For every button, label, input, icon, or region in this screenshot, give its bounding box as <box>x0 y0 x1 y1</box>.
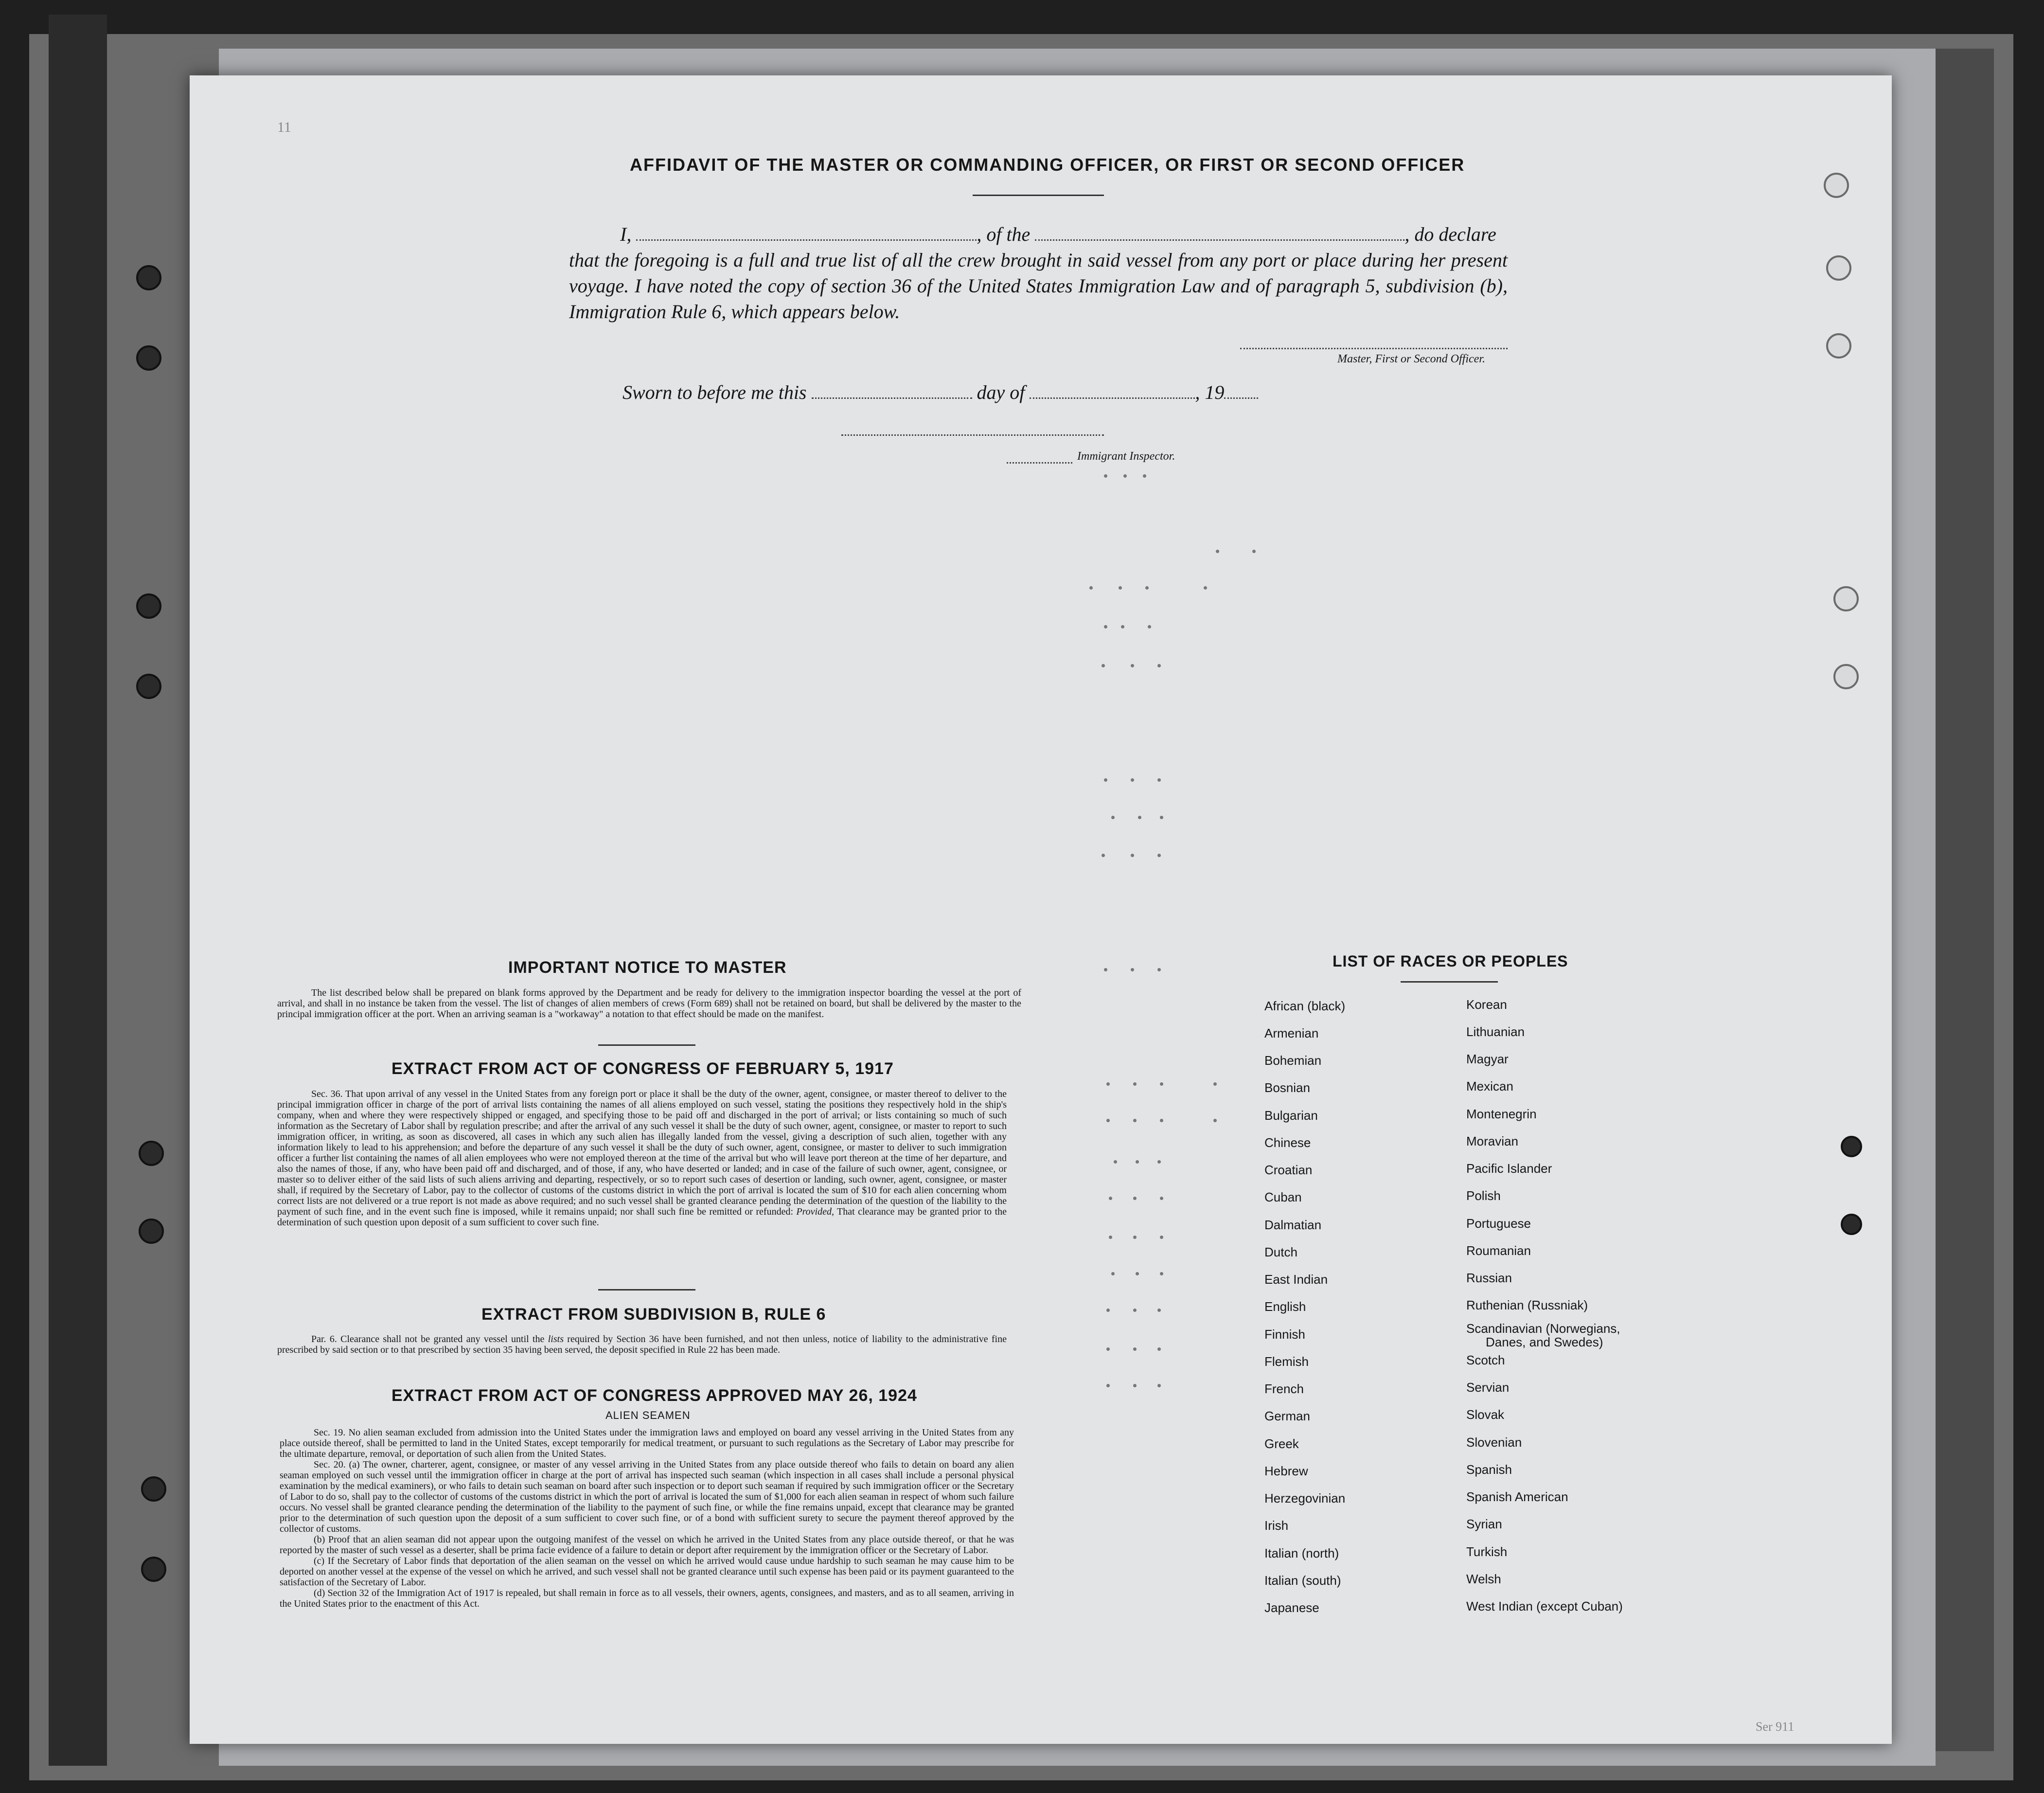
provided-word: Provided, <box>796 1206 834 1217</box>
master-signature-line[interactable] <box>1240 348 1508 349</box>
master-signature-caption: Master, First or Second Officer. <box>1337 353 1485 365</box>
bleed-through-mark <box>1106 1082 1110 1086</box>
sec36-text: Sec. 36. That upon arrival of any vessel in the United States from any foreign port or place it shall be the duty of the owner, agent, consignee, or master thereof to deliver to the principal immigration officer in charge of the port of arrival lists containing the names of all aliens employed on such vessel, stating the positions they respectively hold in the ship's company, when and where they were respectively shipped or engaged, and specifying those to be paid off and discharged in the port of arrival; or lists containing so much of such information as the Secretary of Labor shall by regulation prescribe; and after the arrival of any such vessel it shall be the duty of such owner, agent, consignee, or master to report to such immigration officer, in writing, as soon as discovered, all cases in which any such alien has illegally landed from the vessel, giving a description of such alien, together with any information likely to lead to his apprehension; and before the departure of any such vessel it shall be the duty of such owner, agent, consignee, or master to deliver to such immigration officer a further list containing the names of all alien employees who were not employed thereon at the time of the arrival but who will leave port thereon at the time of her departure, and also the names of those, if any, who have been paid off and discharged, and of those, if any, who have deserted or landed; and in case of the failure of such owner, agent, consignee, or master so to deliver either of the said lists of such aliens arriving and departing, respectively, or so to report such cases of desertion or landing, such owner, agent, consignee, or master shall, if required by the Secretary of Labor, pay to the collector of customs of the customs district in which the port of arrival is located the sum of $10 for each alien concerning whom correct lists are not delivered or a true report is not made as above required; and no such vessel shall be granted clearance pending the determination of the question of the liability to the payment of such fine, and in the event such fine is imposed, while it remains unpaid; nor shall such fine be remitted or refunded: <box>277 1089 1007 1217</box>
binder-hole <box>136 345 161 371</box>
race-item: Croatian <box>1264 1163 1313 1177</box>
race-item: Servian <box>1466 1380 1510 1395</box>
sworn-month-field[interactable] <box>1030 384 1195 399</box>
bleed-through-mark <box>1145 586 1149 590</box>
bleed-through-mark <box>1133 1197 1137 1200</box>
binding-strip-left <box>49 15 107 1766</box>
bleed-through-mark <box>1109 1236 1112 1239</box>
race-item: Welsh <box>1466 1572 1501 1586</box>
binder-hole <box>1833 586 1859 611</box>
sec19-paragraph: Sec. 19. No alien seaman excluded from admission into the United States under the immigration laws and employed on board any vessel arriving in the United States from any place outside thereof, shall be permitted to land in the United States, except temporarily for medical treatment, or pursuant to such regulations as the Secretary of Labor may prescribe for the ultimate departure, removal, or deportation of such alien from the United States. <box>280 1427 1014 1459</box>
sworn-label: Sworn to before me this <box>622 381 807 403</box>
race-item: Roumanian <box>1466 1243 1531 1258</box>
race-item: Moravian <box>1466 1134 1518 1148</box>
alien-seamen-subtitle: ALIEN SEAMEN <box>605 1409 691 1421</box>
races-title-underline <box>1401 981 1498 983</box>
bleed-through-mark <box>1157 664 1161 667</box>
binder-hole <box>136 674 161 699</box>
bleed-through-mark <box>1106 1119 1110 1122</box>
sec20c-paragraph: (c) If the Secretary of Labor finds that deportation of the alien seaman on the vessel on which he arrived would cause undue hardship to such seaman he may cause him to be deported on another vessel at the expense of the vessel on which he arrived, and such vessel shall not be granted clearance until such expense has been paid or its payment guaranteed to the satisfaction of the Secretary of Labor. <box>280 1556 1014 1588</box>
bleed-through-mark <box>1111 1272 1115 1275</box>
bleed-through-mark <box>1157 778 1161 782</box>
bleed-through-mark <box>1104 968 1107 971</box>
race-item: Bulgarian <box>1264 1108 1318 1123</box>
title-divider <box>973 195 1104 196</box>
binding-strip-right <box>1926 49 1994 1751</box>
race-item: Polish <box>1466 1188 1501 1203</box>
extract-1924-title: EXTRACT FROM ACT OF CONGRESS APPROVED MAY 26, 1924 <box>391 1386 917 1405</box>
bleed-through-mark <box>1106 1384 1110 1387</box>
race-item: German <box>1264 1409 1310 1423</box>
bleed-through-mark <box>1131 778 1134 782</box>
bleed-through-mark <box>1160 1119 1163 1122</box>
bleed-through-mark <box>1204 586 1207 590</box>
bleed-through-mark <box>1138 816 1141 819</box>
race-item: Dutch <box>1264 1245 1297 1259</box>
race-item: Slovenian <box>1466 1435 1522 1450</box>
races-title: LIST OF RACES OR PEOPLES <box>1333 952 1568 970</box>
race-item: Korean <box>1466 997 1507 1012</box>
declare-label: , do declare <box>1404 223 1496 245</box>
vessel-label: , of the <box>977 223 1031 245</box>
notice-title: IMPORTANT NOTICE TO MASTER <box>508 958 787 977</box>
bleed-through-mark <box>1109 1197 1112 1200</box>
day-of-label: day of <box>977 381 1025 403</box>
binder-hole <box>139 1141 164 1166</box>
bleed-through-mark <box>1102 854 1105 857</box>
bleed-through-mark <box>1133 1309 1137 1312</box>
section-divider <box>598 1044 695 1046</box>
bleed-through-mark <box>1213 1119 1217 1122</box>
extract-rule6-text <box>277 1334 1007 1355</box>
sec20d-paragraph: (d) Section 32 of the Immigration Act of 1917 is repealed, but shall remain in force as to all vessels, their owners, agents, consignees, and masters, and as to all seamen, arriving in the United States prior to the enactment of this Act. <box>280 1588 1014 1609</box>
bleed-through-mark <box>1252 550 1256 553</box>
race-item: Montenegrin <box>1466 1107 1537 1121</box>
race-item: African (black) <box>1264 999 1346 1013</box>
binder-hole <box>1826 255 1851 281</box>
race-item: East Indian <box>1264 1272 1328 1287</box>
vessel-name-field[interactable] <box>1035 226 1404 241</box>
section-divider <box>598 1289 695 1291</box>
bleed-through-mark <box>1143 474 1146 478</box>
bleed-through-mark <box>1114 1160 1117 1164</box>
race-item: Mexican <box>1466 1079 1513 1094</box>
sec20b-paragraph: (b) Proof that an alien seaman did not appear upon the outgoing manifest of the vessel on which he arrived in the United States from any place outside thereof, or that he was reported by the master of such vessel as a deserter, shall be prima facie evidence of a failure to detain or deport after requirement by the immigration officer or the Secretary of Labor. <box>280 1534 1014 1556</box>
bleed-through-mark <box>1104 474 1107 478</box>
binder-hole <box>1826 333 1851 359</box>
race-item: English <box>1264 1299 1306 1314</box>
extract-1917-text <box>277 1089 1007 1228</box>
extract-1924-text <box>280 1427 1014 1609</box>
race-item: Slovak <box>1466 1407 1505 1422</box>
bleed-through-mark <box>1157 1309 1161 1312</box>
lists-word: lists <box>548 1334 564 1345</box>
race-item: West Indian (except Cuban) <box>1466 1599 1623 1614</box>
race-item: Dalmatian <box>1264 1218 1322 1232</box>
race-item: Italian (north) <box>1264 1546 1339 1560</box>
race-item: Ruthenian (Russniak) <box>1466 1298 1588 1312</box>
bleed-through-mark <box>1119 586 1122 590</box>
binder-hole <box>136 265 161 290</box>
sworn-line <box>622 381 1258 404</box>
race-item: Chinese <box>1264 1135 1311 1150</box>
race-item: Pacific Islander <box>1466 1161 1552 1176</box>
race-item: Hebrew <box>1264 1464 1308 1478</box>
race-item: Irish <box>1264 1518 1289 1533</box>
inspector-caption-dots <box>1007 462 1072 464</box>
par6-text-b: required by Section 36 have been furnished, and not then unless, notice of liability to the administrative fine prescribed by said section or to that prescribed by section 35 having been served, the deposit specified in Rule 22 has been made. <box>277 1334 1007 1355</box>
bleed-through-mark <box>1157 1384 1161 1387</box>
race-item: French <box>1264 1381 1304 1396</box>
bleed-through-mark <box>1121 625 1124 628</box>
race-item: Herzegovinian <box>1264 1491 1346 1506</box>
affidavit-body: that the foregoing is a full and true list of all the crew brought in said vessel from any port or place during her present voyage. I have noted the copy of section 36 of the United States Immigration Law and of paragraph 5, subdivision (b), Immigration Rule 6, which appears below. <box>569 249 1508 323</box>
form-number-mark: Ser 911 <box>1756 1720 1795 1734</box>
bleed-through-mark <box>1106 1347 1110 1351</box>
race-item: Greek <box>1264 1436 1299 1451</box>
bleed-through-mark <box>1160 1197 1163 1200</box>
binder-hole <box>139 1219 164 1244</box>
sworn-day-field[interactable] <box>812 384 972 399</box>
bleed-through-mark <box>1111 816 1115 819</box>
bleed-through-mark <box>1102 664 1105 667</box>
bleed-through-mark <box>1131 854 1134 857</box>
binder-hole <box>1841 1214 1862 1235</box>
bleed-through-mark <box>1160 1082 1163 1086</box>
race-item: Lithuanian <box>1466 1024 1525 1039</box>
bleed-through-mark <box>1131 968 1134 971</box>
declarant-name-field[interactable] <box>636 226 977 241</box>
inspector-caption: Immigrant Inspector. <box>1077 450 1175 463</box>
race-item: Bosnian <box>1264 1080 1310 1095</box>
race-item: Danes, and Swedes) <box>1486 1335 1603 1349</box>
bleed-through-mark <box>1160 1236 1163 1239</box>
bleed-through-mark <box>1133 1236 1137 1239</box>
bleed-through-mark <box>1157 968 1161 971</box>
bleed-through-mark <box>1133 1384 1137 1387</box>
bleed-through-mark <box>1160 816 1163 819</box>
page-number-mark: 11 <box>277 119 291 135</box>
inspector-signature-line[interactable] <box>841 434 1104 436</box>
bleed-through-mark <box>1106 1309 1110 1312</box>
sec20a-paragraph: Sec. 20. (a) The owner, charterer, agent, consignee, or master of any vessel arriving in the United States from any place outside thereof who fails to detain on board any alien seaman employed on such vessel until the immigration officer in charge at the port of arrival has inspected such seaman (which inspection in all cases shall include a personal physical examination by the medical examiners), or who fails to detain such seaman on board after such inspection or to deport such seaman if required by such immigration officer or the Secretary of Labor to do so, shall pay to the collector of customs of the customs district in which the port of arrival is located the sum of $1,000 for each alien seaman in respect of whom such failure occurs. No vessel shall be granted clearance pending the determination of the liability to the payment of such fine, or while the fine remains unpaid, except that clearance may be granted prior to the determination of such question upon the deposit of a sum sufficient to cover such fine, or of a bond with sufficient surety to secure the payment thereof approved by the collector of customs. <box>280 1459 1014 1534</box>
bleed-through-mark <box>1123 474 1127 478</box>
bleed-through-mark <box>1089 586 1093 590</box>
bleed-through-mark <box>1133 1347 1137 1351</box>
extract-rule6-title: EXTRACT FROM SUBDIVISION B, RULE 6 <box>481 1305 826 1324</box>
par6-text-a: Par. 6. Clearance shall not be granted any vessel until the <box>311 1334 545 1345</box>
race-item: Magyar <box>1466 1052 1509 1066</box>
notice-text: The list described below shall be prepared on blank forms approved by the Department and be ready for delivery to the immigration inspector boarding the vessel at the port of arrival, and shall in no instance be taken from the vessel. The list of changes of alien members of crews (Form 689) shall not be retained on board, but shall be delivered by the master to the principal immigration officer at the port. When an arriving seaman is a "workaway" a notation to that effect should be made on the manifest. <box>277 987 1021 1020</box>
bleed-through-mark <box>1216 550 1219 553</box>
race-item: Bohemian <box>1264 1053 1322 1068</box>
race-item: Spanish American <box>1466 1489 1568 1504</box>
binder-hole <box>141 1557 166 1582</box>
sec36-text-end: That clearance may be granted prior to the determination of such question upon deposit of a sum sufficient to cover such fine. <box>277 1206 1007 1228</box>
race-item: Russian <box>1466 1271 1512 1285</box>
race-item: Turkish <box>1466 1544 1508 1559</box>
race-item: Portuguese <box>1466 1216 1531 1231</box>
race-item: Armenian <box>1264 1026 1319 1040</box>
declaration-line <box>569 221 1508 247</box>
bleed-through-mark <box>1131 664 1134 667</box>
binder-hole <box>1824 173 1849 198</box>
sworn-year-field[interactable] <box>1224 384 1258 399</box>
bleed-through-mark <box>1157 854 1161 857</box>
binder-hole <box>141 1476 166 1502</box>
race-item: Cuban <box>1264 1190 1302 1204</box>
race-item: Italian (south) <box>1264 1573 1341 1588</box>
bleed-through-mark <box>1148 625 1151 628</box>
race-item: Syrian <box>1466 1517 1502 1531</box>
bleed-through-mark <box>1136 1272 1139 1275</box>
bleed-through-mark <box>1133 1119 1137 1122</box>
binder-hole <box>1833 664 1859 689</box>
year-label: , 19 <box>1195 381 1225 403</box>
affidavit-text <box>569 221 1508 324</box>
race-item: Finnish <box>1264 1327 1305 1342</box>
bleed-through-mark <box>1133 1082 1137 1086</box>
race-item: Scotch <box>1466 1353 1505 1367</box>
bleed-through-mark <box>1157 1160 1161 1164</box>
affidavit-title: AFFIDAVIT OF THE MASTER OR COMMANDING OFFICER, OR FIRST OR SECOND OFFICER <box>630 155 1465 175</box>
race-item: Spanish <box>1466 1462 1512 1477</box>
race-item: Japanese <box>1264 1600 1319 1615</box>
race-item: Flemish <box>1264 1354 1309 1369</box>
binder-hole <box>1841 1136 1862 1157</box>
bleed-through-mark <box>1104 625 1107 628</box>
bleed-through-mark <box>1136 1160 1139 1164</box>
bleed-through-mark <box>1104 778 1107 782</box>
race-item: Scandinavian (Norwegians, <box>1466 1321 1620 1336</box>
declarant-label: I, <box>620 223 632 245</box>
bleed-through-mark <box>1213 1082 1217 1086</box>
binder-hole <box>136 593 161 619</box>
bleed-through-mark <box>1157 1347 1161 1351</box>
bleed-through-mark <box>1160 1272 1163 1275</box>
extract-1917-title: EXTRACT FROM ACT OF CONGRESS OF FEBRUARY 5, 1917 <box>391 1059 894 1078</box>
